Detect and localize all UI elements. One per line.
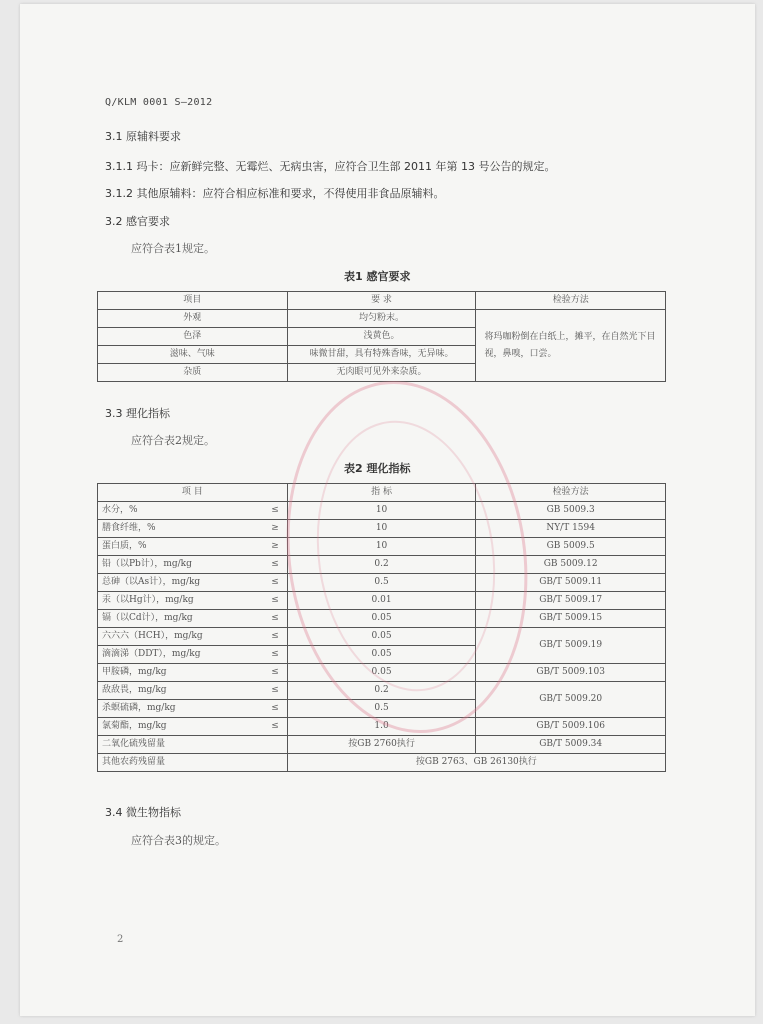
comparison-symbol: ≤ [271, 649, 279, 659]
table-row [98, 502, 666, 520]
table-header-row [98, 484, 666, 502]
table1-caption: 表1 感官要求 [344, 270, 411, 283]
indicator-value: 0.05 [287, 646, 476, 664]
item-name: 膳食纤维，% [102, 523, 156, 533]
section-3-4-text: 应符合表3的规定。 [131, 834, 226, 847]
comparison-symbol: ≤ [271, 505, 279, 515]
physicochemical-indicators-table [97, 483, 666, 772]
section-3-2-heading: 3.2 感官要求 [105, 215, 170, 228]
inspection-method: GB/T 5009.15 [476, 610, 666, 628]
table-row [98, 520, 666, 538]
section-3-4-heading: 3.4 微生物指标 [105, 806, 181, 819]
comparison-symbol: ≥ [271, 523, 279, 533]
inspection-method: GB/T 5009.11 [476, 574, 666, 592]
inspection-method: NY/T 1594 [476, 520, 666, 538]
indicator-value: 0.05 [287, 664, 476, 682]
indicator-value: 0.05 [287, 628, 476, 646]
table-row [98, 754, 666, 772]
table-row [98, 736, 666, 754]
item-name: 滴滴涕（DDT），mg/kg [102, 649, 201, 659]
item-name: 甲胺磷，mg/kg [102, 667, 167, 677]
section-3-1-2-text: 3.1.2 其他原辅料：应符合相应标准和要求，不得使用非食品原辅料。 [105, 187, 445, 200]
table-header-cell: 项 目 [98, 484, 288, 502]
document-page [20, 4, 755, 1016]
table-row [98, 682, 666, 700]
table-cell: 味微甘甜，具有特殊香味，无异味。 [287, 346, 476, 364]
comparison-symbol: ≤ [271, 559, 279, 569]
table2-caption: 表2 理化指标 [344, 462, 411, 475]
inspection-method: GB/T 5009.106 [476, 718, 666, 736]
indicator-value: 按GB 2763、GB 26130执行 [287, 754, 665, 772]
indicator-value: 10 [287, 502, 476, 520]
item-name: 氯菊酯，mg/kg [102, 721, 167, 731]
comparison-symbol: ≤ [271, 667, 279, 677]
indicator-value: 0.5 [287, 700, 476, 718]
indicator-value: 0.5 [287, 574, 476, 592]
table-header-cell: 指 标 [287, 484, 476, 502]
indicator-value: 按GB 2760执行 [287, 736, 476, 754]
inspection-method: GB/T 5009.19 [476, 628, 666, 664]
item-name: 二氧化硫残留量 [98, 736, 288, 754]
item-name: 其他农药残留量 [98, 754, 288, 772]
table-row [98, 628, 666, 646]
item-name: 六六六（HCH），mg/kg [102, 631, 203, 641]
table-cell: 杂质 [98, 364, 288, 382]
section-3-1-heading: 3.1 原辅料要求 [105, 130, 181, 143]
comparison-symbol: ≤ [271, 613, 279, 623]
comparison-symbol: ≤ [271, 577, 279, 587]
section-3-1-1-text: 3.1.1 玛卡：应新鲜完整、无霉烂、无病虫害，应符合卫生部 2011 年第 13 号公告的规定。 [105, 160, 556, 173]
indicator-value: 1.0 [287, 718, 476, 736]
page-number: 2 [117, 934, 124, 945]
item-name: 镉（以Cd计），mg/kg [102, 613, 193, 623]
sensory-requirements-table [97, 291, 666, 382]
inspection-method: GB/T 5009.17 [476, 592, 666, 610]
indicator-value: 0.2 [287, 556, 476, 574]
inspection-method: GB/T 5009.20 [476, 682, 666, 718]
table-row [98, 574, 666, 592]
table-header-cell: 检验方法 [476, 484, 666, 502]
item-name: 蛋白质，% [102, 541, 147, 551]
comparison-symbol: ≤ [271, 703, 279, 713]
standard-code-header: Q/KLM 0001 S—2012 [105, 97, 213, 108]
table-cell: 均匀粉末。 [287, 310, 476, 328]
item-name: 杀螟硫磷，mg/kg [102, 703, 176, 713]
item-name: 铅（以Pb计），mg/kg [102, 559, 192, 569]
inspection-method: GB 5009.12 [476, 556, 666, 574]
table-row [98, 610, 666, 628]
table-row [98, 310, 666, 328]
item-name: 总砷（以As计），mg/kg [102, 577, 201, 587]
table-header-cell: 检验方法 [476, 292, 666, 310]
section-3-2-text: 应符合表1规定。 [131, 242, 215, 255]
inspection-method-cell: 将玛咖粉倒在白纸上，摊平，在自然光下目视，鼻嗅，口尝。 [476, 310, 666, 382]
inspection-method: GB 5009.3 [476, 502, 666, 520]
indicator-value: 0.01 [287, 592, 476, 610]
comparison-symbol: ≤ [271, 721, 279, 731]
comparison-symbol: ≥ [271, 541, 279, 551]
item-name: 汞（以Hg计），mg/kg [102, 595, 194, 605]
table-cell: 浅黄色。 [287, 328, 476, 346]
table-row [98, 538, 666, 556]
table-header-cell: 项目 [98, 292, 288, 310]
table-row [98, 556, 666, 574]
table-cell: 滋味、气味 [98, 346, 288, 364]
table-row [98, 718, 666, 736]
item-name: 水分，% [102, 505, 138, 515]
table-row [98, 592, 666, 610]
section-3-3-heading: 3.3 理化指标 [105, 407, 170, 420]
indicator-value: 0.2 [287, 682, 476, 700]
indicator-value: 10 [287, 538, 476, 556]
inspection-method: GB/T 5009.34 [476, 736, 666, 754]
section-3-3-text: 应符合表2规定。 [131, 434, 215, 447]
inspection-method: GB/T 5009.103 [476, 664, 666, 682]
inspection-method: GB 5009.5 [476, 538, 666, 556]
comparison-symbol: ≤ [271, 685, 279, 695]
table-cell: 无肉眼可见外来杂质。 [287, 364, 476, 382]
table-header-row [98, 292, 666, 310]
comparison-symbol: ≤ [271, 595, 279, 605]
table-row [98, 664, 666, 682]
comparison-symbol: ≤ [271, 631, 279, 641]
table-cell: 色泽 [98, 328, 288, 346]
table-header-cell: 要 求 [287, 292, 476, 310]
indicator-value: 0.05 [287, 610, 476, 628]
item-name: 敌敌畏，mg/kg [102, 685, 167, 695]
indicator-value: 10 [287, 520, 476, 538]
table-cell: 外观 [98, 310, 288, 328]
